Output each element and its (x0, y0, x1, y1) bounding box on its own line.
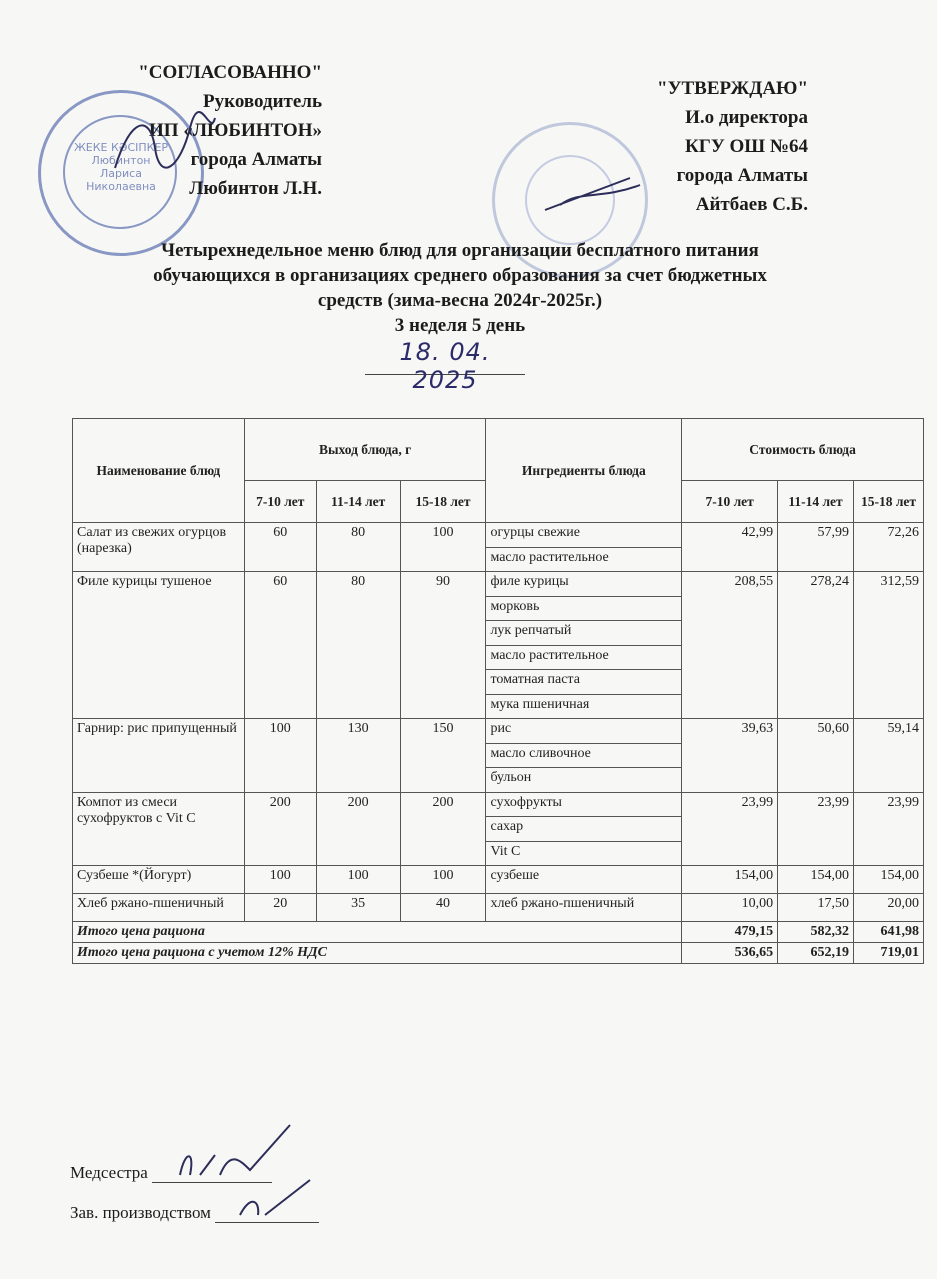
total-cost-15-18: 641,98 (853, 922, 923, 943)
cost-11-14: 23,99 (778, 792, 854, 866)
cost-7-10: 10,00 (682, 894, 778, 922)
table-row (73, 523, 924, 548)
ingredient: томатная паста (486, 670, 682, 695)
dish-name: Салат из свежих огурцов (нарезка) (73, 523, 245, 572)
total-vat-cost-11-14: 652,19 (778, 943, 854, 964)
yield-15-18: 100 (400, 523, 486, 572)
yield-11-14: 200 (316, 792, 400, 866)
title-line-3: средств (зима-весна 2024г-2025г.) (317, 290, 603, 311)
header-cost-age-7-10: 7-10 лет (682, 481, 778, 523)
ingredient: масло растительное (486, 645, 682, 670)
ingredient: огурцы свежие (486, 523, 682, 548)
table-row (73, 792, 924, 817)
agreed-org: ИП «ЛЮБИНТОН» (149, 120, 322, 141)
yield-15-18: 150 (400, 719, 486, 793)
total-row (73, 922, 924, 943)
ingredient: хлеб ржано-пшеничный (486, 894, 682, 922)
header-cost-age-11-14: 11-14 лет (778, 481, 854, 523)
production-label: Зав. производством (70, 1203, 211, 1222)
yield-11-14: 100 (316, 866, 400, 894)
approved-name: Айтбаев С.Б. (695, 194, 808, 215)
approved-role: И.о директора (685, 107, 808, 128)
cost-7-10: 39,63 (682, 719, 778, 793)
header-dish-name: Наименование блюд (73, 419, 245, 523)
menu-body (73, 523, 924, 922)
document-date: 18. 04. 2025 (365, 338, 525, 375)
total-label: Итого цена рациона (73, 922, 682, 943)
yield-7-10: 200 (244, 792, 316, 866)
dish-name: Гарнир: рис припущенный (73, 719, 245, 793)
ingredient: морковь (486, 596, 682, 621)
ingredient: рис (486, 719, 682, 744)
title-line-2: обучающихся в организациях среднего образования за счет бюджетных (153, 265, 767, 286)
cost-7-10: 23,99 (682, 792, 778, 866)
ingredient: сахар (486, 817, 682, 842)
cost-7-10: 42,99 (682, 523, 778, 572)
yield-7-10: 100 (244, 866, 316, 894)
total-cost-7-10: 479,15 (682, 922, 778, 943)
cost-11-14: 57,99 (778, 523, 854, 572)
yield-15-18: 40 (400, 894, 486, 922)
yield-15-18: 90 (400, 572, 486, 719)
week-day: 3 неделя 5 день (394, 315, 526, 336)
ingredient: масло растительное (486, 547, 682, 572)
total-cost-11-14: 582,32 (778, 922, 854, 943)
table-row (73, 572, 924, 597)
ingredient: лук репчатый (486, 621, 682, 646)
ingredient: филе курицы (486, 572, 682, 597)
header-cost-age-15-18: 15-18 лет (853, 481, 923, 523)
dish-name: Хлеб ржано-пшеничный (73, 894, 245, 922)
cost-7-10: 154,00 (682, 866, 778, 894)
cost-15-18: 20,00 (853, 894, 923, 922)
ingredient: сузбеше (486, 866, 682, 894)
cost-11-14: 17,50 (778, 894, 854, 922)
cost-11-14: 50,60 (778, 719, 854, 793)
approved-org: КГУ ОШ №64 (684, 136, 808, 157)
yield-11-14: 80 (316, 572, 400, 719)
yield-11-14: 35 (316, 894, 400, 922)
header-yield-age-15-18: 15-18 лет (400, 481, 486, 523)
yield-15-18: 200 (400, 792, 486, 866)
approved-city: города Алматы (676, 165, 808, 186)
ingredient: мука пшеничная (486, 694, 682, 719)
dish-name: Компот из смеси сухофруктов с Vit C (73, 792, 245, 866)
yield-11-14: 130 (316, 719, 400, 793)
cost-15-18: 72,26 (853, 523, 923, 572)
yield-7-10: 20 (244, 894, 316, 922)
ingredient: Vit C (486, 841, 682, 866)
cost-15-18: 59,14 (853, 719, 923, 793)
dish-name: Сузбеше *(Йогурт) (73, 866, 245, 894)
header-yield: Выход блюда, г (244, 419, 486, 481)
cost-11-14: 278,24 (778, 572, 854, 719)
yield-7-10: 60 (244, 572, 316, 719)
yield-7-10: 60 (244, 523, 316, 572)
cost-11-14: 154,00 (778, 866, 854, 894)
total-vat-row (73, 943, 924, 964)
ingredient: бульон (486, 768, 682, 793)
title-line-1: Четырехнедельное меню блюд для организации бесплатного питания (161, 240, 759, 261)
cost-15-18: 23,99 (853, 792, 923, 866)
cost-15-18: 312,59 (853, 572, 923, 719)
header-yield-age-7-10: 7-10 лет (244, 481, 316, 523)
total-vat-label: Итого цена рациона с учетом 12% НДС (73, 943, 682, 964)
document-title (60, 238, 860, 338)
table-row (73, 894, 924, 922)
total-vat-cost-7-10: 536,65 (682, 943, 778, 964)
cost-15-18: 154,00 (853, 866, 923, 894)
approved-title: "УТВЕРЖДАЮ" (657, 78, 808, 99)
agreed-name: Любинтон Л.Н. (189, 178, 322, 199)
total-vat-cost-15-18: 719,01 (853, 943, 923, 964)
director-signature-left (110, 108, 220, 178)
yield-15-18: 100 (400, 866, 486, 894)
agreed-role: Руководитель (203, 91, 322, 112)
table-row (73, 719, 924, 744)
stamp-text: ЖЕКЕ КӘСІПКЕР Любинтон Лариса Николаевна (73, 141, 169, 193)
agreed-city: города Алматы (190, 149, 322, 170)
table-row (73, 866, 924, 894)
production-signature (230, 1175, 320, 1225)
dish-name: Филе курицы тушеное (73, 572, 245, 719)
ingredient: сухофрукты (486, 792, 682, 817)
yield-11-14: 80 (316, 523, 400, 572)
director-signature-right (540, 170, 650, 220)
ingredient: масло сливочное (486, 743, 682, 768)
agreed-title: "СОГЛАСОВАННО" (138, 62, 322, 83)
menu-table (72, 418, 924, 964)
cost-7-10: 208,55 (682, 572, 778, 719)
yield-7-10: 100 (244, 719, 316, 793)
header-cost: Стоимость блюда (682, 419, 924, 481)
header-ingredients: Ингредиенты блюда (486, 419, 682, 523)
header-yield-age-11-14: 11-14 лет (316, 481, 400, 523)
nurse-label: Медсестра (70, 1163, 148, 1182)
